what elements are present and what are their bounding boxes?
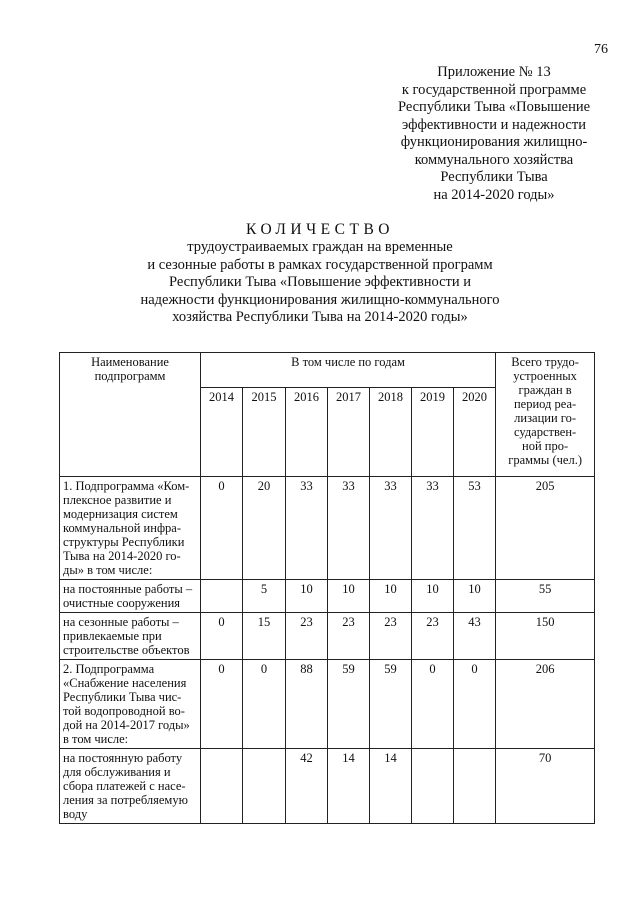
- table-row: [60, 477, 595, 580]
- header-year: 2020: [454, 388, 496, 477]
- header-line: Всего трудо-: [511, 355, 579, 369]
- header-year: 2014: [201, 388, 243, 477]
- row-name-line: той водопроводной во-: [63, 704, 185, 718]
- year-value: 33: [286, 477, 328, 580]
- total-value: 205: [496, 477, 595, 580]
- header-line: граммы (чел.): [508, 453, 582, 467]
- header-year: 2015: [243, 388, 286, 477]
- year-value: 15: [243, 613, 286, 660]
- row-name-line: коммунальной инфра-: [63, 521, 181, 535]
- row-name: [60, 749, 201, 824]
- appendix-heading: [376, 64, 612, 204]
- row-name-line: плексное развитие и: [63, 493, 172, 507]
- row-name: [60, 580, 201, 613]
- row-name-line: модернизация систем: [63, 507, 178, 521]
- header-line: период реа-: [513, 397, 577, 411]
- year-value: [454, 749, 496, 824]
- document-title: КОЛИЧЕСТВО: [246, 221, 394, 238]
- row-name-line: сбора платежей с насе-: [63, 779, 186, 793]
- year-value: 53: [454, 477, 496, 580]
- year-value: 5: [243, 580, 286, 613]
- header-line: сударствен-: [513, 425, 577, 439]
- subtitle-line: и сезонные работы в рамках государственной программ: [147, 256, 493, 273]
- year-value: 23: [412, 613, 454, 660]
- year-value: 33: [412, 477, 454, 580]
- subtitle-line: трудоустраиваемых граждан на временные: [187, 239, 453, 255]
- header-year: 2016: [286, 388, 328, 477]
- year-value: 0: [201, 613, 243, 660]
- row-name-line: Тыва на 2014-2020 го-: [63, 549, 181, 563]
- table-row: [60, 660, 595, 749]
- year-value: 33: [370, 477, 412, 580]
- year-value: 23: [370, 613, 412, 660]
- row-name: [60, 613, 201, 660]
- year-value: 10: [412, 580, 454, 613]
- year-value: 10: [286, 580, 328, 613]
- appendix-line: Республики Тыва «Повышение: [397, 99, 591, 115]
- year-value: 0: [243, 660, 286, 749]
- row-name-line: «Снабжение населения: [63, 676, 187, 690]
- table-header-row: [60, 353, 595, 388]
- row-name-line: на постоянные работы –: [63, 582, 193, 596]
- document-subtitle: [0, 239, 640, 327]
- year-value: 23: [328, 613, 370, 660]
- header-line: граждан в: [518, 383, 572, 397]
- row-name-line: в том числе:: [63, 732, 129, 746]
- year-value: 23: [286, 613, 328, 660]
- row-name-line: Республики Тыва чис-: [63, 690, 182, 704]
- year-value: [412, 749, 454, 824]
- header-total: [496, 353, 595, 477]
- table-row: [60, 613, 595, 660]
- year-value: 0: [201, 477, 243, 580]
- row-name-line: на постоянную работу: [63, 751, 183, 765]
- row-name-line: структуры Республики: [63, 535, 185, 549]
- row-name-line: 1. Подпрограмма «Ком-: [63, 479, 190, 493]
- total-value: 150: [496, 613, 595, 660]
- header-line: Наименование: [91, 355, 169, 369]
- year-value: 0: [454, 660, 496, 749]
- year-value: 14: [328, 749, 370, 824]
- year-value: 10: [370, 580, 412, 613]
- year-value: 0: [412, 660, 454, 749]
- row-name-line: строительстве объектов: [63, 643, 190, 657]
- year-value: [201, 580, 243, 613]
- year-value: 0: [201, 660, 243, 749]
- header-line: подпрограмм: [94, 369, 166, 383]
- header-year: 2017: [328, 388, 370, 477]
- row-name: [60, 660, 201, 749]
- year-value: 42: [286, 749, 328, 824]
- row-name-line: для обслуживания и: [63, 765, 171, 779]
- header-line: лизации го-: [514, 411, 577, 425]
- table-row: [60, 749, 595, 824]
- row-name-line: 2. Подпрограмма: [63, 662, 155, 676]
- year-value: 10: [328, 580, 370, 613]
- year-value: [243, 749, 286, 824]
- row-name-line: дой на 2014-2017 годы»: [63, 718, 190, 732]
- table-row: [60, 580, 595, 613]
- subtitle-line: Республики Тыва «Повышение эффективности и: [168, 274, 472, 290]
- row-name: [60, 477, 201, 580]
- year-value: 59: [328, 660, 370, 749]
- year-value: 14: [370, 749, 412, 824]
- appendix-line: коммунального хозяйства: [414, 151, 574, 168]
- year-value: 59: [370, 660, 412, 749]
- header-line: устроенных: [513, 369, 577, 383]
- header-line: ной про-: [522, 439, 569, 453]
- year-value: 20: [243, 477, 286, 580]
- row-name-line: привлекаемые при: [63, 629, 162, 643]
- header-year: 2019: [412, 388, 454, 477]
- year-value: 33: [328, 477, 370, 580]
- total-value: 70: [496, 749, 595, 824]
- header-year: 2018: [370, 388, 412, 477]
- page-number: 76: [594, 42, 608, 57]
- appendix-line: Приложение № 13: [437, 64, 551, 80]
- year-value: [201, 749, 243, 824]
- row-name-line: ды» в том числе:: [63, 563, 153, 577]
- appendix-line: Республики Тыва: [440, 169, 548, 185]
- header-subprogram-name: [60, 353, 201, 477]
- row-name-line: ления за потребляемую: [63, 793, 188, 807]
- subtitle-line: надежности функционирования жилищно-коммунального: [140, 291, 500, 308]
- total-value: 55: [496, 580, 595, 613]
- subtitle-line: хозяйства Республики Тыва на 2014-2020 годы»: [172, 309, 468, 325]
- appendix-line: к государственной программе: [401, 81, 587, 98]
- row-name-line: воду: [63, 807, 88, 821]
- total-value: 206: [496, 660, 595, 749]
- year-value: 10: [454, 580, 496, 613]
- year-value: 43: [454, 613, 496, 660]
- year-value: 88: [286, 660, 328, 749]
- row-name-line: очистные сооружения: [63, 596, 181, 610]
- row-name-line: на сезонные работы –: [63, 615, 179, 629]
- header-by-years: В том числе по годам: [201, 353, 496, 388]
- appendix-line: функционирования жилищно-: [400, 134, 588, 150]
- employment-table: [59, 352, 595, 824]
- appendix-line: эффективности и надежности: [402, 116, 586, 133]
- appendix-line: на 2014-2020 годы»: [433, 186, 555, 203]
